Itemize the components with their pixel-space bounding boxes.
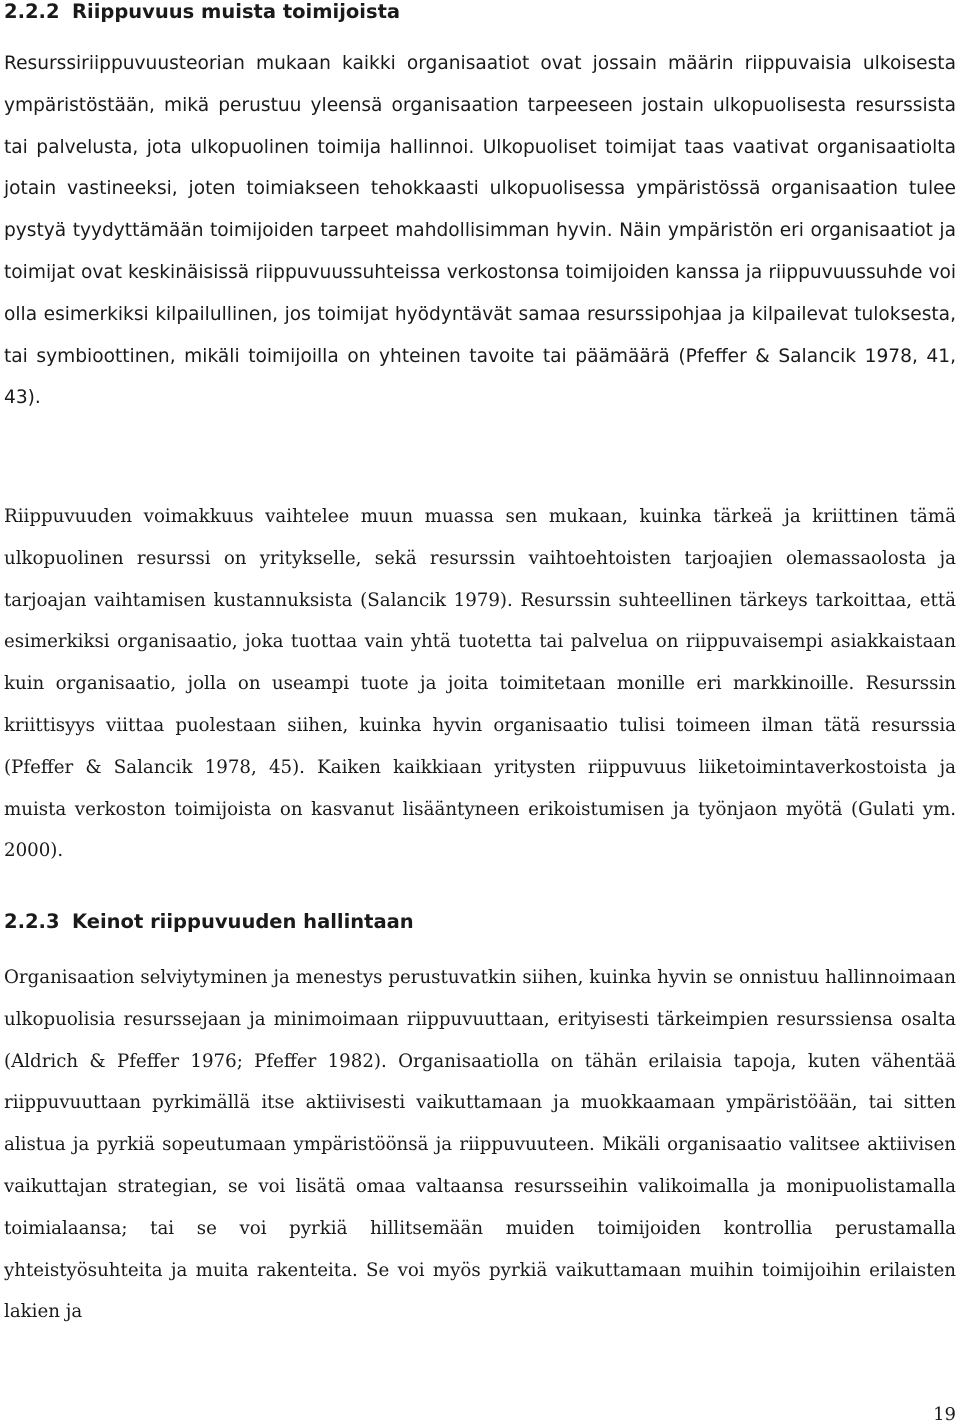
section-number: 2.2.3 xyxy=(4,910,60,933)
section-title: Keinot riippuvuuden hallintaan xyxy=(72,910,414,933)
section-heading-2-2-2 xyxy=(4,0,400,23)
section-number: 2.2.2 xyxy=(4,0,60,23)
section-title: Riippuvuus muista toimijoista xyxy=(72,0,401,23)
paragraph-resource-dependence: Resurssiriippuvuusteorian mukaan kaikki organisaatiot ovat jossain määrin riippuvaisia ulkoisesta ympäristöstään, mikä perustuu yleensä organisaation tarpeeseen jostain ulkopuolisesta resurssista tai palvelusta, jota ulkopuolinen toimija hallinnoi. Ulkopuoliset toimijat taas vaativat organisaatiolta jotain vastineeksi, joten toimiakseen tehokkaasti ulkopuolisessa ympäristössä organisaation tulee pystyä tyydyttämään toimijoiden tarpeet mahdollisimman hyvin. Näin ympäristön eri organisaatiot ja toimijat ovat keskinäisissä riippuvuussuhteissa verkostonsa toimijoiden kanssa ja riippuvuussuhde voi olla esimerkiksi kilpailullinen, jos toimijat hyödyntävät samaa resurssipohjaa ja kilpailevat tuloksesta, tai symbioottinen, mikäli toimijoilla on yhteinen tavoite tai päämäärä (Pfeffer & Salancik 1978, 41, 43). xyxy=(4,53,956,409)
paragraph-dependence-strength: Riippuvuuden voimakkuus vaihtelee muun muassa sen mukaan, kuinka tärkeä ja kriittinen tämä ulkopuolinen resurssi on yritykselle, sekä resurssin vaihtoehtoisten tarjoajien olemassaolosta ja tarjoajan vaihtamisen kustannuksista (Salancik 1979). Resurssin suhteellinen tärkeys tarkoittaa, että esimerkiksi organisaatio, joka tuottaa vain yhtä tuotetta tai palvelua on riippuvaisempi asiakkaistaan kuin organisaatio, jolla on useampi tuote ja joita toimitetaan monille eri markkinoille. Resurssin kriittisyys viittaa puolestaan siihen, kuinka hyvin organisaatio tulisi toimeen ilman tätä resurssia (Pfeffer & Salancik 1978, 45). Kaiken kaikkiaan yritysten riippuvuus liiketoimintaverkostoista ja muista verkoston toimijoista on kasvanut lisääntyneen erikoistumisen ja työnjaon myötä (Gulati ym. 2000). xyxy=(4,506,956,862)
section-heading-2-2-3 xyxy=(4,910,414,933)
page-number: 19 xyxy=(933,1404,956,1425)
paragraph-dependence-management: Organisaation selviytyminen ja menestys perustuvatkin siihen, kuinka hyvin se onnistuu hallinnoimaan ulkopuolisia resurssejaan ja minimoimaan riippuvuuttaan, erityisesti tärkeimpien resurssiensa osalta (Aldrich & Pfeffer 1976; Pfeffer 1982). Organisaatiolla on tähän erilaisia tapoja, kuten vähentää riippuvuuttaan pyrkimällä itse aktiivisesti vaikuttamaan ja muokkaamaan ympäristöään, tai sitten alistua ja pyrkiä sopeutumaan ympäristöönsä ja riippuvuuteen. Mikäli organisaatio valitsee aktiivisen vaikuttajan strategian, se voi lisätä omaa valtaansa resursseihin valikoimalla ja monipuolistamalla toimialaansa; tai se voi pyrkiä hillitsemään muiden toimijoiden kontrollia perustamalla yhteistyösuhteita ja muita rakenteita. Se voi myös pyrkiä vaikuttamaan muihin toimijoihin erilaisten lakien ja xyxy=(4,967,956,1323)
